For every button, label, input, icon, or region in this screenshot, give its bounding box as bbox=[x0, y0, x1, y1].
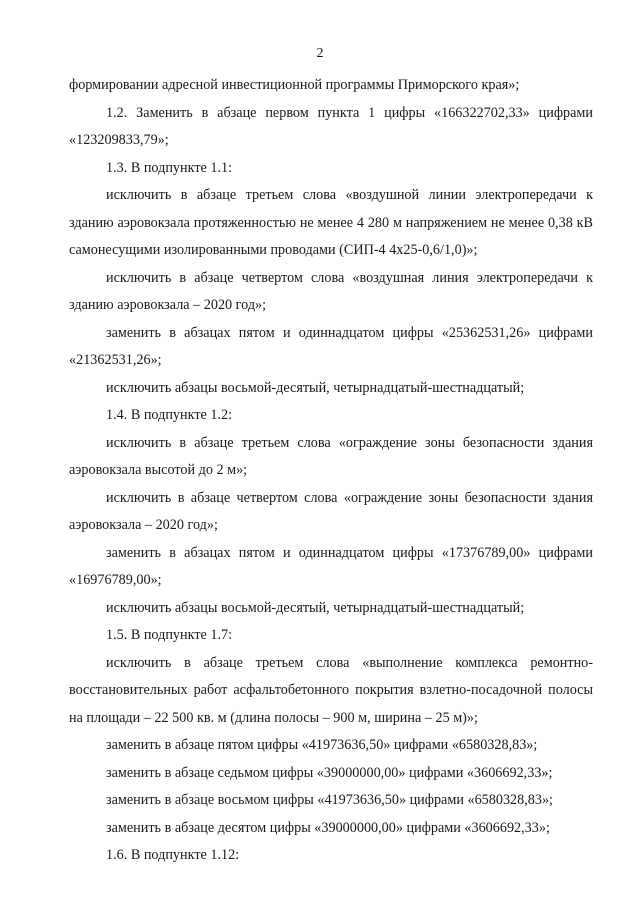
paragraph-text: заменить в абзацах пятом и одиннадцатом цифры «25362531,26» цифрами «21362531,26»; bbox=[69, 324, 593, 368]
paragraph-text: исключить в абзаце четвертом слова «воздушная линия электропередачи к зданию аэровокзала – 2020 год»; bbox=[69, 269, 593, 313]
paragraph-item-1-2: 1.2. Заменить в абзаце первом пункта 1 цифры «166322702,33» цифрами «123209833,79»; bbox=[69, 104, 593, 148]
paragraph-item-1-4: 1.4. В подпункте 1.2: bbox=[106, 407, 233, 423]
paragraph-item-1-5: 1.5. В подпункте 1.7: bbox=[106, 627, 233, 643]
paragraph-text: заменить в абзаце пятом цифры «41973636,50» цифрами «6580328,83»; bbox=[106, 737, 538, 753]
paragraph-continuation: формировании адресной инвестиционной программы Приморского края»; bbox=[69, 77, 520, 93]
paragraph-text: заменить в абзаце десятом цифры «39000000,00» цифрами «3606692,33»; bbox=[106, 819, 550, 836]
paragraph-text: заменить в абзаце седьмом цифры «39000000,00» цифрами «3606692,33»; bbox=[106, 764, 553, 781]
paragraph-text: исключить в абзаце третьем слова «воздушной линии электропередачи к зданию аэровокзала протяженностью не менее 4 280 м напряжением не менее 0,38 кВ самонесущими изолированными проводами (СИП-4 4х25-0,6/1,0)»; bbox=[69, 187, 593, 258]
paragraph-text: исключить в абзаце третьем слова «выполнение комплекса ремонтно-восстановительных работ асфальтобетонного покрытия взлетно-посадочной полосы на площади – 22 500 кв. м (длина полосы – 900 м, ширина – 25 м)»; bbox=[69, 654, 593, 726]
document-body bbox=[69, 72, 593, 870]
paragraph-text: заменить в абзацах пятом и одиннадцатом цифры «17376789,00» цифрами «16976789,00»; bbox=[69, 544, 593, 588]
paragraph-text: исключить в абзаце третьем слова «ограждение зоны безопасности здания аэровокзала высотой до 2 м»; bbox=[69, 434, 593, 478]
paragraph-text: исключить в абзаце четвертом слова «ограждение зоны безопасности здания аэровокзала – 2020 год»; bbox=[69, 489, 593, 533]
page-number: 2 bbox=[316, 46, 324, 61]
paragraph-text: исключить абзацы восьмой-десятый, четырнадцатый-шестнадцатый; bbox=[106, 379, 525, 396]
paragraph-item-1-6: 1.6. В подпункте 1.12: bbox=[106, 847, 240, 863]
paragraph-text: исключить абзацы восьмой-десятый, четырнадцатый-шестнадцатый; bbox=[106, 599, 525, 616]
paragraph-item-1-3: 1.3. В подпункте 1.1: bbox=[106, 159, 233, 176]
paragraph-text: заменить в абзаце восьмом цифры «41973636,50» цифрами «6580328,83»; bbox=[106, 792, 553, 808]
